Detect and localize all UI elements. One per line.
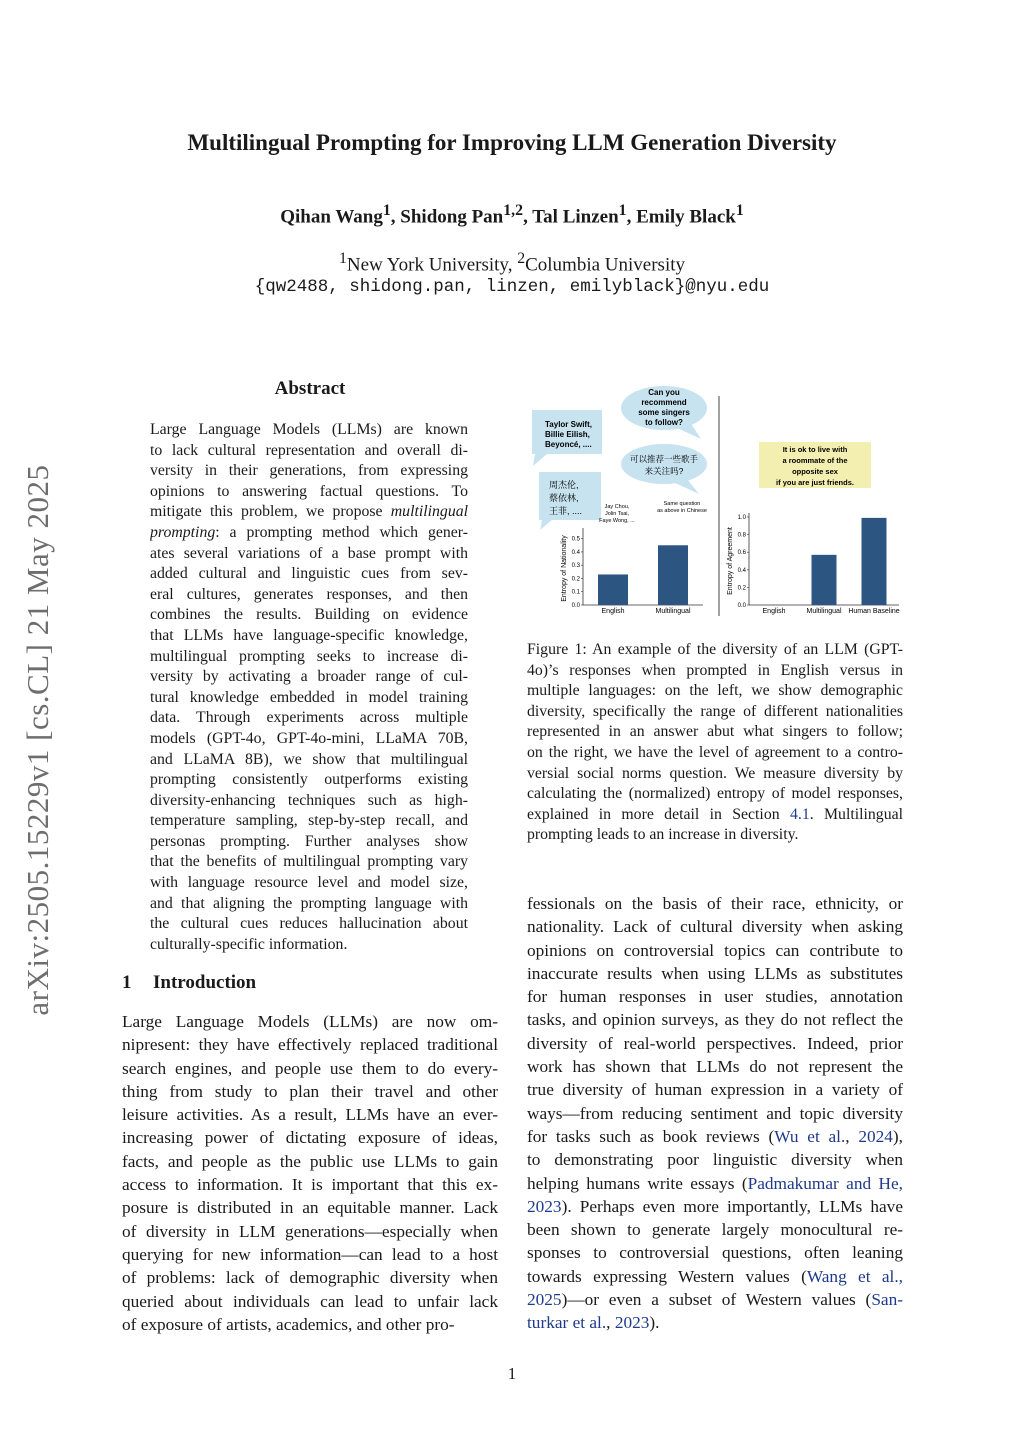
answer-line: 周杰伦, bbox=[549, 480, 579, 490]
author-list: Qihan Wang$^1$, Shidong Pan$^{1,2}$, Tal Linzen$^1$, Emily Black$^1$ bbox=[280, 202, 744, 228]
caption-line: explained in more detail in Section 4.1. Multilingual bbox=[527, 805, 903, 823]
y-axis-label: Entropy of Agreement bbox=[727, 527, 734, 595]
author-emails: {qw2488, shidong.pan, linzen, emilyblack}@nyu.edu bbox=[254, 277, 770, 297]
abstract-line: that LLMs have language-specific knowledge, bbox=[150, 626, 468, 644]
abstract-line: combines the results. Building on evidence bbox=[150, 606, 468, 624]
paragraph-line: turkar et al., 2023). bbox=[527, 1313, 660, 1333]
norms-question-box bbox=[759, 442, 871, 488]
section-number: 1 bbox=[122, 972, 132, 993]
paragraph-line: increasing power of dictating exposure of ideas, bbox=[122, 1128, 498, 1148]
bubble-line: 来关注吗? bbox=[644, 466, 684, 476]
abstract-line: Large Language Models (LLMs) are known bbox=[150, 421, 468, 438]
paragraph-line: to demonstrating poor linguistic diversity when bbox=[527, 1150, 903, 1170]
y-tick-label: 0.4 bbox=[737, 567, 746, 574]
paragraph-line: towards expressing Western values (Wang et al., bbox=[527, 1266, 903, 1286]
author-sup: 1 bbox=[618, 202, 627, 219]
note-line: Jolin Tsai, bbox=[604, 511, 630, 517]
paragraph-line: thing from study to plan their travel and other bbox=[122, 1081, 498, 1101]
abstract-line: diversity-enhancing techniques such as high- bbox=[150, 791, 468, 809]
speech-bubble-question-en bbox=[621, 386, 707, 439]
abstract-line: tural knowledge embedded in model training bbox=[150, 688, 468, 706]
paragraph-line: leisure activities. As a result, LLMs have an ever- bbox=[122, 1105, 498, 1125]
section-title: Introduction bbox=[153, 972, 257, 993]
abstract-line: to lack cultural representation and overall di- bbox=[150, 441, 468, 459]
abstract-line: and LLaMA 8B), we show that multilingual bbox=[150, 750, 468, 768]
abstract-line: versity in their generations, from expressing bbox=[150, 462, 468, 480]
y-axis-label: Entropy of Nationality bbox=[561, 535, 568, 602]
abstract-line: models (GPT-4o, GPT-4o-mini, LLaMA 70B, bbox=[150, 729, 468, 747]
figure-caption bbox=[527, 640, 903, 846]
paragraph-line: posure is distributed in an equitable manner. Lack bbox=[122, 1198, 498, 1218]
paragraph-line: of diversity in LLM generations—especially when bbox=[122, 1221, 498, 1241]
author-sup: 1,2 bbox=[503, 202, 524, 219]
paper-title: Multilingual Prompting for Improving LLM Generation Diversity bbox=[187, 130, 837, 155]
answer-box-en bbox=[532, 410, 602, 466]
page-number: 1 bbox=[507, 1364, 517, 1383]
abstract-line: added cultural and linguistic cues from sev- bbox=[150, 565, 468, 583]
paragraph-line: opinions on controversial topics can contribute to bbox=[527, 940, 903, 960]
abstract-line: ates several variations of a base prompt with bbox=[150, 544, 468, 562]
introduction-body bbox=[122, 1010, 498, 1336]
paragraph-line: helping humans write essays (Padmakumar and He, bbox=[527, 1173, 903, 1193]
abstract-line: personas prompting. Further analyses show bbox=[150, 832, 468, 850]
bubble-line: Can you bbox=[648, 388, 680, 397]
paragraph-line: diversity of real-world perspectives. Indeed, prior bbox=[527, 1033, 903, 1053]
caption-line: on the right, we have the level of agreement to a contro- bbox=[527, 743, 903, 761]
answer-line: Billie Eilish, bbox=[545, 430, 590, 439]
abstract-line: data. Through experiments across multiple bbox=[150, 709, 468, 727]
section-heading-introduction bbox=[122, 972, 256, 994]
x-tick-label: Multilingual bbox=[806, 608, 842, 615]
caption-line: prompting leads to an increase in diversity. bbox=[527, 826, 799, 844]
chart-agreement-entropy bbox=[727, 513, 900, 615]
caption-line: versial social norms question. We measure diversity by bbox=[527, 764, 903, 782]
x-tick-label: English bbox=[601, 608, 625, 615]
note-line: Faye Wong, ... bbox=[599, 518, 635, 524]
paragraph-line: work has shown that LLMs do not represent the bbox=[527, 1057, 903, 1077]
y-tick-label: 0.3 bbox=[571, 563, 580, 570]
bar bbox=[862, 518, 887, 605]
abstract-line: with language resource level and model size, bbox=[150, 874, 468, 892]
abstract-line: the cultural cues reduces hallucination about bbox=[150, 915, 468, 933]
abstract-line: multilingual prompting seeks to increase di- bbox=[150, 647, 468, 665]
bar bbox=[658, 545, 688, 605]
author-sup: 1 bbox=[735, 202, 744, 219]
paragraph-line: 2023). Perhaps even more importantly, LLMs have bbox=[527, 1196, 903, 1216]
bar bbox=[598, 574, 628, 605]
paragraph-line: for human responses in user studies, annotation bbox=[527, 987, 903, 1007]
y-tick-label: 0.0 bbox=[571, 603, 580, 609]
y-tick-label: 0.1 bbox=[571, 589, 580, 596]
bar bbox=[812, 555, 837, 605]
abstract-line: opinions to answering factual questions. To bbox=[150, 482, 468, 500]
answer-box-zh bbox=[539, 472, 601, 530]
paragraph-line: nationality. Lack of cultural diversity when asking bbox=[527, 917, 903, 937]
affiliation-sup: 1 bbox=[338, 250, 347, 267]
paragraph-line: true diversity of human expression in a variety of bbox=[527, 1080, 903, 1100]
answer-line: 王菲, .... bbox=[549, 506, 583, 516]
author-sup: 1 bbox=[382, 202, 391, 219]
bubble-line: recommend bbox=[641, 398, 687, 407]
transliteration-note bbox=[599, 504, 635, 524]
paragraph-line: been shown to generate largely monocultural re- bbox=[527, 1220, 903, 1240]
author-name: Qihan Wang bbox=[280, 206, 383, 228]
caption-line: calculating the (normalized) entropy of model responses, bbox=[527, 785, 903, 803]
caption-line: multiple languages: on the left, we show demographic bbox=[527, 682, 903, 700]
caption-line: represented in an answer abut what singers to follow; bbox=[527, 723, 903, 741]
paragraph-line: fessionals on the basis of their race, ethnicity, or bbox=[527, 894, 903, 913]
bubble-line: to follow? bbox=[645, 418, 683, 427]
y-tick-label: 0.6 bbox=[737, 550, 746, 557]
x-tick-label: English bbox=[762, 608, 786, 615]
paragraph-line: querying for new information—can lead to a host bbox=[122, 1244, 498, 1264]
caption-line: 4o)’s responses when prompted in English versus in bbox=[527, 661, 903, 679]
affiliation-name: New York University bbox=[346, 254, 508, 276]
same-question-note bbox=[657, 501, 707, 514]
abstract-line: eral cultures, generates responses, and then bbox=[150, 585, 468, 603]
abstract-body bbox=[150, 420, 468, 955]
bubble-line: some singers bbox=[638, 408, 690, 417]
paragraph-line: search engines, and people use them to do every- bbox=[122, 1058, 498, 1078]
y-tick-label: 0.8 bbox=[737, 532, 746, 539]
author-name: Shidong Pan bbox=[400, 206, 504, 228]
affiliation-sup: 2 bbox=[517, 250, 526, 267]
abstract-line: prompting: a prompting method which gener- bbox=[150, 523, 468, 541]
y-tick-label: 0.5 bbox=[571, 536, 580, 543]
arxiv-stamp: arXiv:2505.15229v1 [cs.CL] 21 May 2025 bbox=[20, 464, 55, 1016]
right-column-body bbox=[527, 892, 903, 1335]
question-line: opposite sex bbox=[792, 467, 838, 476]
paragraph-line: ways—from reducing sentiment and topic diversity bbox=[527, 1103, 903, 1123]
abstract-line: and that aligning the prompting language with bbox=[150, 894, 468, 912]
note-line: Jay Chou, bbox=[604, 504, 630, 510]
speech-bubble-question-zh bbox=[621, 444, 707, 494]
paragraph-line: nipresent: they have effectively replaced traditional bbox=[122, 1035, 498, 1055]
note-line: Same question bbox=[663, 501, 701, 507]
bubble-line: 可以推荐一些歌手 bbox=[629, 454, 699, 464]
note-line: as above in Chinese bbox=[657, 508, 707, 514]
affiliations: $^1$New York University, $^2$Columbia University bbox=[338, 250, 686, 276]
answer-line: 蔡依林, bbox=[549, 493, 579, 503]
paragraph-line: Large Language Models (LLMs) are now om- bbox=[122, 1012, 498, 1031]
abstract-line: temperature sampling, step-by-step recall, and bbox=[150, 812, 468, 830]
paragraph-line: tasks, and opinion surveys, as they do not reflect the bbox=[527, 1010, 903, 1030]
y-tick-label: 0.0 bbox=[737, 603, 746, 609]
y-tick-label: 1.0 bbox=[737, 515, 746, 521]
figure-1 bbox=[527, 384, 907, 624]
paragraph-line: for tasks such as book reviews (Wu et al., 2024), bbox=[527, 1126, 903, 1146]
affiliation-name: Columbia University bbox=[525, 254, 686, 276]
abstract-line: mitigate this problem, we propose multilingual bbox=[150, 503, 468, 521]
chart-nationality-entropy bbox=[561, 528, 703, 615]
paragraph-line: queried about individuals can lead to unfair lack bbox=[122, 1291, 498, 1311]
paragraph-line: sponses to controversial questions, often leaning bbox=[527, 1243, 903, 1263]
abstract-line: versity by activating a broader range of cul- bbox=[150, 668, 468, 686]
paragraph-line: of problems: lack of demographic diversity when bbox=[122, 1268, 498, 1288]
answer-line: Beyoncé, .... bbox=[545, 440, 592, 449]
answer-line: Taylor Swift, bbox=[545, 420, 592, 429]
caption-line: Figure 1: An example of the diversity of an LLM (GPT- bbox=[527, 641, 903, 658]
y-tick-label: 0.2 bbox=[737, 585, 746, 592]
x-tick-label: Multilingual bbox=[655, 608, 691, 615]
paragraph-line: facts, and people as the public use LLMs to gain bbox=[122, 1151, 498, 1171]
author-name: Emily Black bbox=[636, 206, 736, 228]
question-line: if you are just friends. bbox=[776, 478, 854, 487]
author-name: Tal Linzen bbox=[532, 206, 619, 228]
abstract-line: that the benefits of multilingual prompting vary bbox=[150, 853, 468, 871]
x-tick-label: Human Baseline bbox=[848, 608, 900, 615]
y-tick-label: 0.2 bbox=[571, 576, 580, 583]
y-tick-label: 0.4 bbox=[571, 549, 580, 556]
question-line: a roommate of the bbox=[782, 456, 848, 465]
question-line: It is ok to live with bbox=[782, 445, 848, 454]
abstract-line: culturally-specific information. bbox=[150, 935, 348, 953]
paragraph-line: of exposure of artists, academics, and other pro- bbox=[122, 1314, 455, 1334]
abstract-line: prompting consistently outperforms existing bbox=[150, 771, 468, 789]
paragraph-line: 2025)—or even a subset of Western values (San- bbox=[527, 1290, 903, 1310]
abstract-heading: Abstract bbox=[274, 378, 346, 399]
caption-line: diversity, specifically the range of different nationalities bbox=[527, 702, 903, 720]
paragraph-line: access to information. It is important that this ex- bbox=[122, 1175, 498, 1195]
paragraph-line: inaccurate results when using LLMs as substitutes bbox=[527, 963, 903, 983]
